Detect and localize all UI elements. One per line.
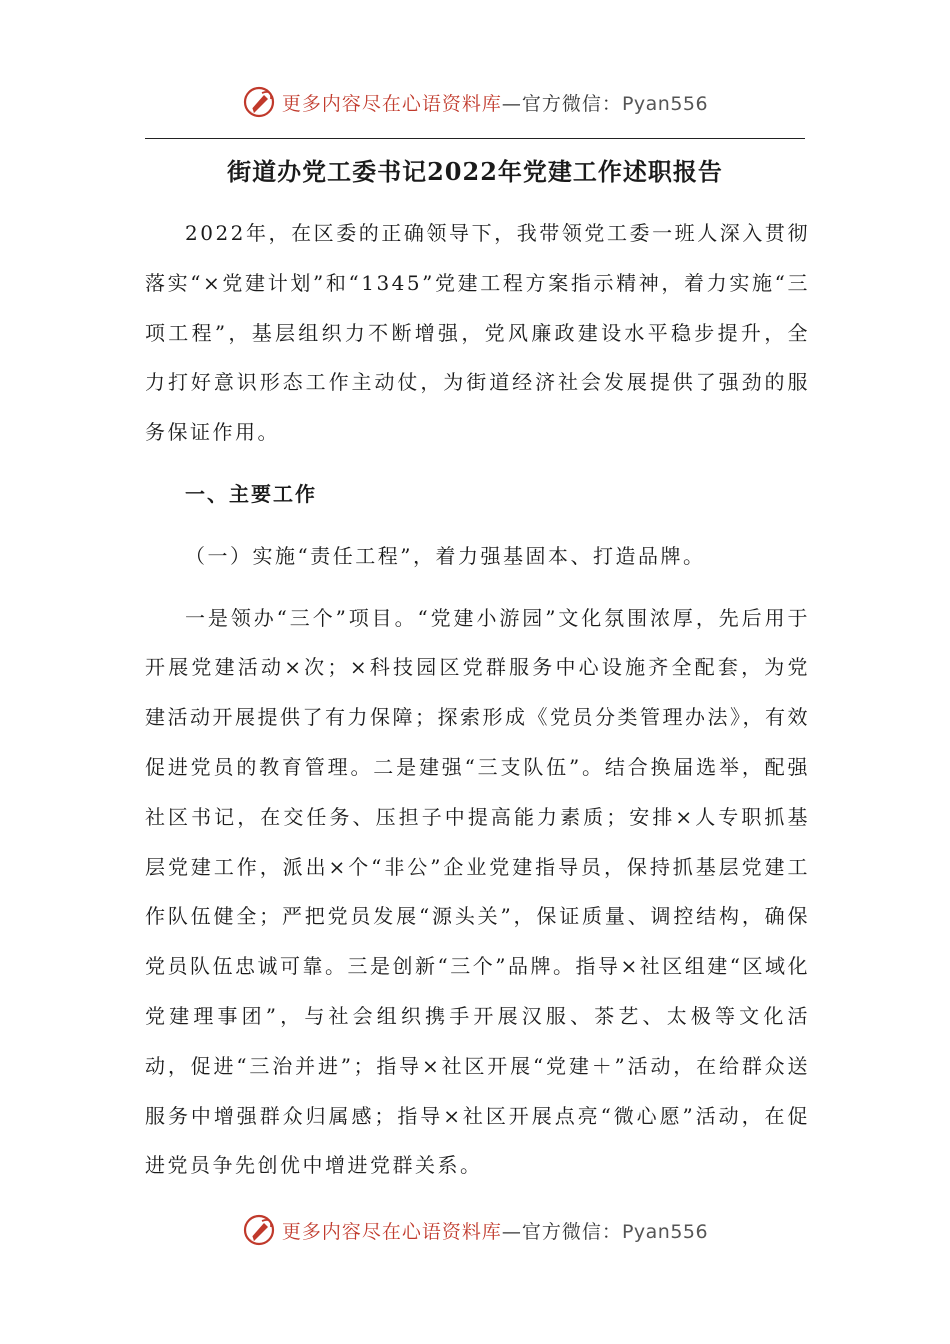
watermark-banner-bottom (0, 1210, 950, 1250)
subsection-heading: （一）实施“责任工程”，着力强基固本、打造品牌。 (185, 543, 706, 568)
document-title: 街道办党工委书记2022年党建工作述职报告 (227, 157, 723, 186)
body-paragraph: 一是领办“三个”项目。“党建小游园”文化氛围浓厚，先后用于开展党建活动×次；×科技园区党群服务中心设施齐全配套，为党建活动开展提供了有力保障；探索形成《党员分类管理办法》，有效促进党员的教育管理。二是建强“三支队伍”。结合换届选举，配强社区书记，在交任务、压担子中提高能力素质；安排×人专职抓基层党建工作，派出×个“非公”企业党建指导员，保持抓基层党建工作队伍健全；严把党员发展“源头关”，保证质量、调控结构，确保党员队伍忠诚可靠。三是创新“三个”品牌。指导×社区组建“区域化党建理事团”，与社会组织携手开展汉服、茶艺、太极等文化活动，促进“三治并进”；指导×社区开展“党建＋”活动，在给群众送服务中增强群众归属感；指导×社区开展点亮“微心愿”活动，在促进党员争先创优中增进党群关系。 (145, 605, 810, 1178)
section-heading: 一、主要工作 (185, 481, 317, 506)
watermark-wechat-id: Pyan556 (621, 1220, 709, 1243)
watermark-official-label: 官方微信： (521, 92, 622, 115)
watermark-main-text: 更多内容尽在心语资料库 (281, 1220, 502, 1243)
header-divider (145, 138, 805, 139)
document-body (145, 209, 810, 1191)
watermark-banner-top (0, 82, 950, 122)
watermark-main-text: 更多内容尽在心语资料库 (281, 92, 502, 115)
pen-logo-icon (242, 1213, 276, 1247)
pen-logo-icon (242, 85, 276, 119)
watermark-official-label: 官方微信： (521, 1220, 622, 1243)
intro-paragraph: 2022年，在区委的正确领导下，我带领党工委一班人深入贯彻落实“×党建计划”和“1345”党建工程方案指示精神，着力实施“三项工程”，基层组织力不断增强，党风廉政建设水平稳步提升，全力打好意识形态工作主动仗，为街道经济社会发展提供了强劲的服务保证作用。 (145, 221, 810, 445)
watermark-dash: — (501, 92, 522, 115)
watermark-wechat-id: Pyan556 (621, 92, 709, 115)
watermark-dash: — (501, 1220, 522, 1243)
